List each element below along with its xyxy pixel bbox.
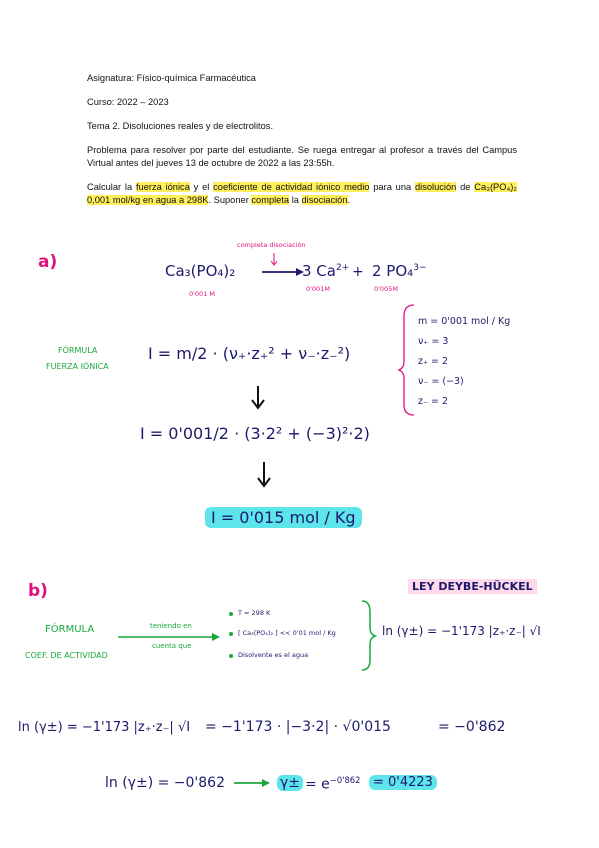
ionic-strength-formula: I = m/2 · (ν₊·z₊² + ν₋·z₋²) bbox=[148, 344, 351, 363]
calc-middle: = −1'173 · |−3·2| · √0'015 bbox=[205, 719, 391, 735]
arrow-label-top: teniendo en bbox=[150, 622, 192, 630]
highlight-completa: completa bbox=[251, 195, 290, 205]
activity-formula-label: FÓRMULA bbox=[45, 624, 95, 635]
value-m: m = 0'001 mol / Kg bbox=[418, 316, 511, 327]
highlight-disoc: disociación bbox=[301, 195, 348, 205]
phosphate-concentration: 0'005M bbox=[374, 285, 398, 293]
plus-sign: + bbox=[352, 264, 364, 280]
gamma-symbol: γ± bbox=[277, 775, 303, 791]
value-z-minus: z₋ = 2 bbox=[418, 396, 449, 407]
final-result: = 0'4223 bbox=[369, 775, 437, 790]
formula-label: FÓRMULA bbox=[58, 346, 98, 355]
value-nu-plus: ν₊ = 3 bbox=[418, 336, 449, 347]
subject-line: Asignatura: Físico-química Farmacéutica bbox=[87, 73, 256, 83]
product-phosphate: 2 PO₄$^{3-}$ bbox=[372, 262, 427, 280]
highlight-fuerza: fuerza iónica bbox=[135, 182, 190, 192]
arrow-label-bottom: cuenta que bbox=[152, 642, 192, 650]
instructions-paragraph: Problema para resolver por parte del estudiante. Se ruega entregar al profesor a través del Campus Virtual antes del jueves 13 de octubre de 2022 a las 23:55h. bbox=[87, 145, 517, 168]
highlight-formula: Ca₃(PO₄)₂ 0,001 mol/kg en agua a 298K bbox=[87, 182, 517, 205]
activity-coef-label: COEF. DE ACTIVIDAD bbox=[25, 651, 108, 660]
debye-huckel-formula: ln (γ±) = −1'173 |z₊·z₋| √I bbox=[382, 624, 541, 638]
value-z-plus: z₊ = 2 bbox=[418, 356, 449, 367]
calc-result: = −0'862 bbox=[438, 719, 506, 735]
final-ln-equation: ln (γ±) = −0'862 bbox=[105, 775, 225, 791]
exponential: = $e^{-0'862}$ bbox=[305, 775, 361, 793]
condition-concentration: [ Ca₃(PO₄)₂ ] << 0'01 mol / Kg bbox=[238, 629, 336, 637]
substitution-equation: I = 0'001/2 · (3·2² + (−3)²·2) bbox=[140, 424, 370, 443]
reactant: Ca₃(PO₄)₂ bbox=[165, 262, 236, 280]
task-paragraph: Calcular la fuerza iónica y el coeficiente de actividad iónico medio para una disolución de Ca₃(PO₄)₂ 0,001 mol/kg en agua a 298K. Suponer completa la disociación. bbox=[87, 182, 517, 205]
calc-lhs: ln (γ±) = −1'173 |z₊·z₋| √I bbox=[18, 720, 191, 735]
value-nu-minus: ν₋ = (−3) bbox=[418, 376, 464, 387]
topic-line: Tema 2. Disoluciones reales y de electrolitos. bbox=[87, 121, 274, 131]
ionic-strength-result: I = 0'015 mol / Kg bbox=[205, 507, 362, 528]
dissociation-annotation: completa disociación bbox=[237, 241, 306, 249]
product-calcium: 3 $Ca^{2+}$ bbox=[302, 262, 350, 280]
values-list bbox=[418, 311, 548, 412]
highlight-disol: disolución bbox=[414, 182, 457, 192]
law-title: LEY DEYBE-HÜCKEL bbox=[408, 579, 537, 594]
course-line: Curso: 2022 – 2023 bbox=[87, 97, 169, 107]
condition-solvent: Disolvente es el agua bbox=[238, 651, 309, 659]
condition-temperature: T = 298 K bbox=[238, 609, 271, 617]
ionic-strength-label: FUERZA IÓNICA bbox=[46, 362, 109, 371]
part-b-label: b) bbox=[28, 581, 48, 601]
reactant-concentration: 0'001 M bbox=[189, 290, 216, 298]
highlight-coef: coeficiente de actividad iónico medio bbox=[213, 182, 370, 192]
calcium-concentration: 0'001M bbox=[306, 285, 330, 293]
part-a-label: a) bbox=[38, 252, 58, 272]
